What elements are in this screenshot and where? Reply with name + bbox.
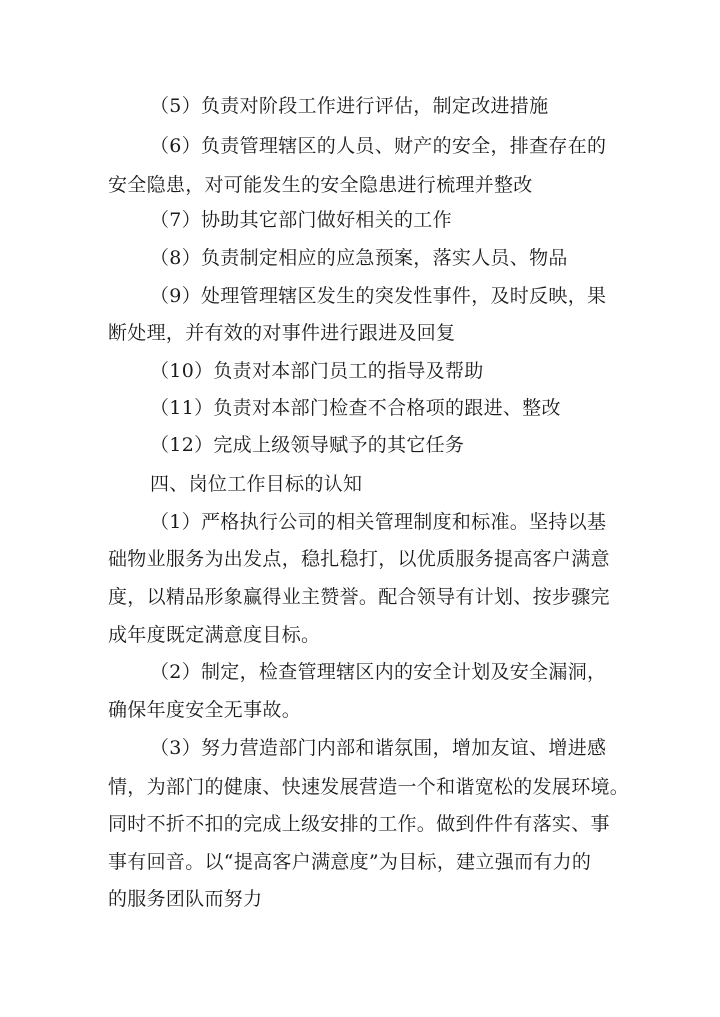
goal-3-line-4: 事有回音。以“提高客户满意度”为目标，建立强而有力的 xyxy=(108,851,592,873)
item-6-line-1: （6）负责管理辖区的人员、财产的安全，排查存在的 xyxy=(150,135,607,157)
goal-1-line-1: （1）严格执行公司的相关管理制度和标准。坚持以基 xyxy=(150,511,607,533)
item-10-line-1: （10）负责对本部门员工的指导及帮助 xyxy=(150,360,484,382)
item-11-line-1: （11）负责对本部门检查不合格项的跟进、整改 xyxy=(150,397,561,419)
goal-1-line-2: 础物业服务为出发点，稳扎稳打，以优质服务提高客户满意 xyxy=(108,548,610,570)
item-9-line-1: （9）处理管理辖区发生的突发性事件，及时反映，果 xyxy=(150,285,607,307)
goal-3-line-3: 同时不折不扣的完成上级安排的工作。做到件件有落实、事 xyxy=(108,813,610,835)
goal-2-line-1: （2）制定，检查管理辖区内的安全计划及安全漏洞， xyxy=(150,661,607,683)
goal-1-line-3: 度，以精品形象赢得业主赞誉。配合领导有计划、按步骤完 xyxy=(108,586,610,608)
goal-2-line-2: 确保年度安全无事故。 xyxy=(108,699,302,721)
item-9-line-2: 断处理，并有效的对事件进行跟进及回复 xyxy=(108,322,456,344)
section-heading: 四、岗位工作目标的认知 xyxy=(150,473,363,495)
goal-3-line-5: 的服务团队而努力 xyxy=(108,888,263,910)
goal-1-line-4: 成年度既定满意度目标。 xyxy=(108,624,321,646)
item-12-line-1: （12）完成上级领导赋予的其它任务 xyxy=(150,434,465,456)
item-8-line-1: （8）负责制定相应的应急预案，落实人员、物品 xyxy=(150,247,568,269)
item-7-line-1: （7）协助其它部门做好相关的工作 xyxy=(150,209,452,231)
item-5-line-1: （5）负责对阶段工作进行评估，制定改进措施 xyxy=(150,95,549,117)
goal-3-line-1: （3）努力营造部门内部和谐氛围，增加友谊、增进感 xyxy=(150,737,607,759)
goal-3-line-2: 情，为部门的健康、快速发展营造一个和谐宽松的发展环境。 xyxy=(108,776,630,798)
item-6-line-2: 安全隐患，对可能发生的安全隐患进行梳理并整改 xyxy=(108,174,533,196)
